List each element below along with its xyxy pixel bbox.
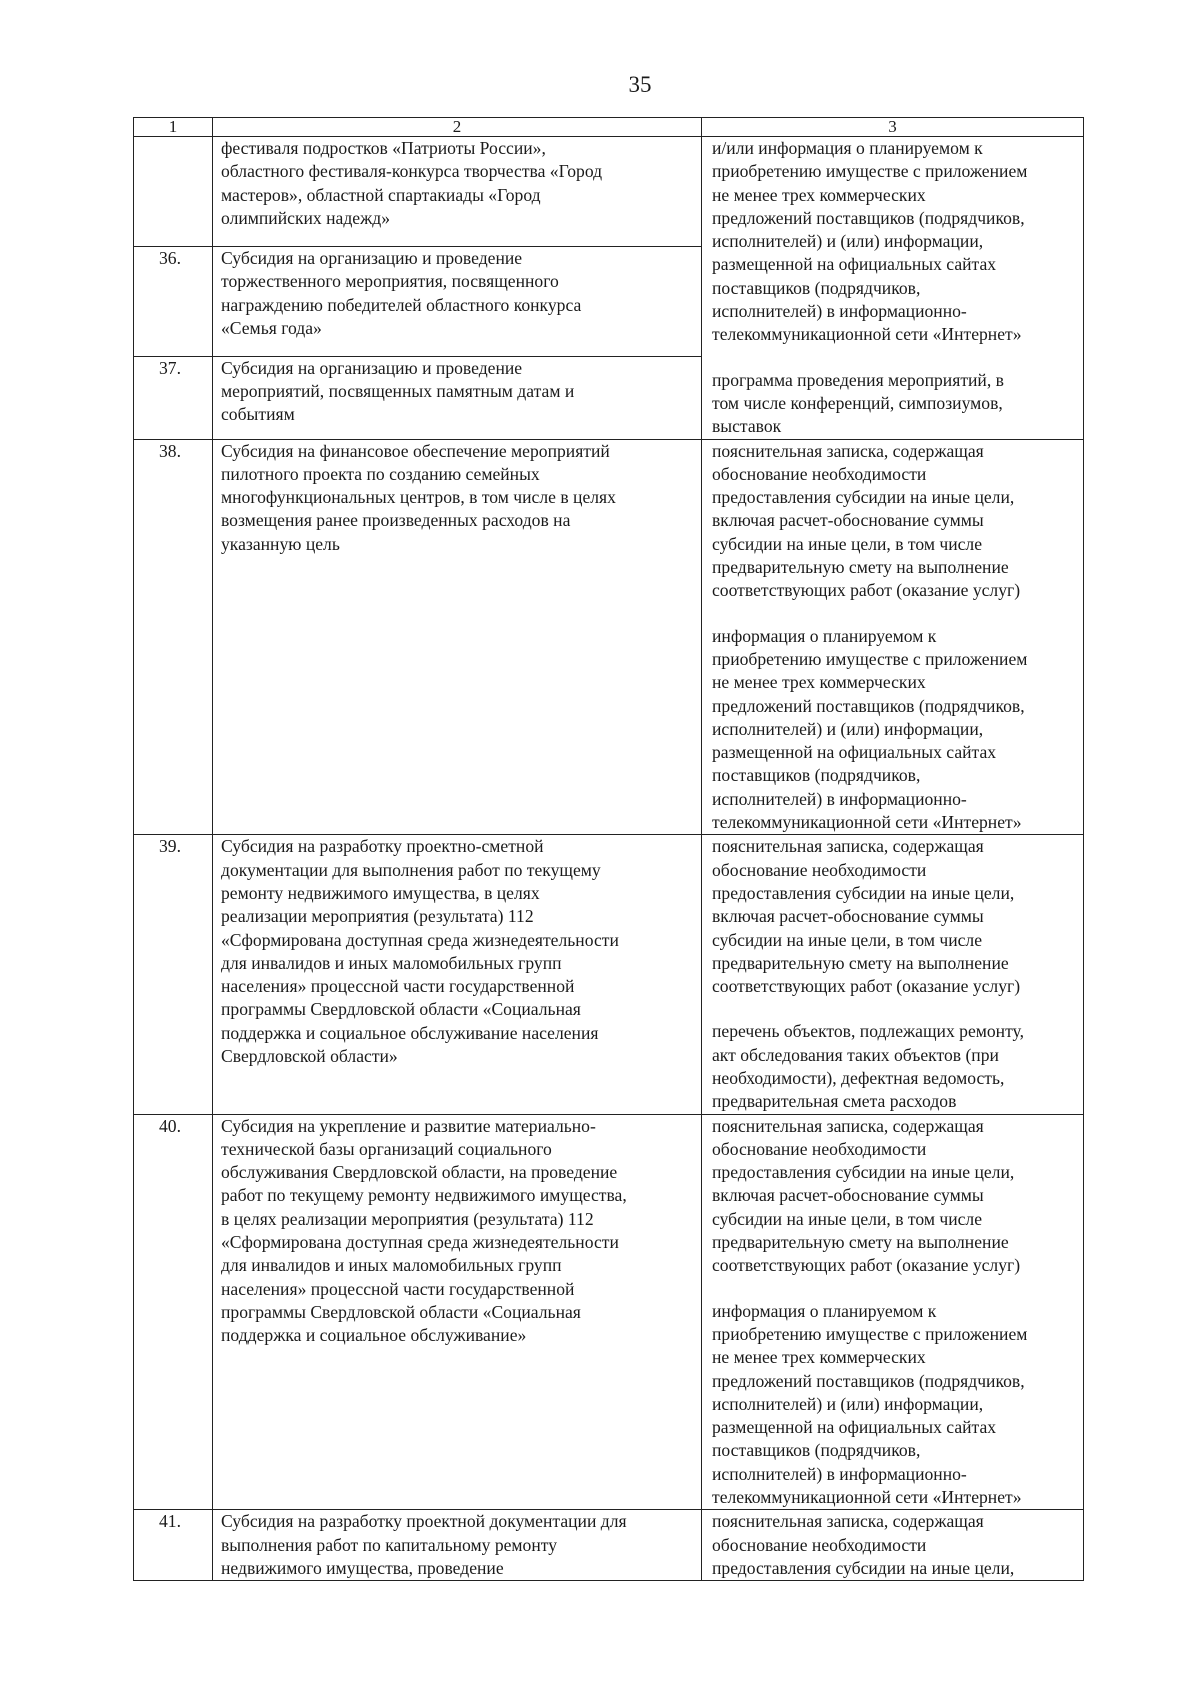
required-documents-text: информация о планируемом к приобретению имуществе с приложением не менее трех коммерческих предложений поставщиков (подрядчиков, исполнителей) и (или) информации, размещенной на официальных сайтах поставщиков (подрядчиков, исполнителей) в информационно- телекоммуникационной сети «Интернет» [712,1300,1028,1508]
required-documents-text: пояснительная записка, содержащая обоснование необходимости предоставления субсидии на иные цели, [712,1511,1015,1578]
table-row [134,137,1084,247]
row-number: 40. [134,1114,213,1510]
table-row [134,1510,1084,1581]
subsidy-description: Субсидия на разработку проектно-сметной документации для выполнения работ по текущему ремонту недвижимого имущества, в целях реализации мероприятия (результата) 112 «Сформирована доступная среда жизнедеятельности для инвалидов и иных маломобильных групп населения» процессной части государственной программы Свердловской области «Социальная поддержка и социальное обслуживание населения Свердловской области» [213,835,702,1114]
subsidy-description: Субсидия на организацию и проведение торжественного мероприятия, посвященного награждению победителей областного конкурса «Семья года» [213,246,702,356]
row-number: 37. [134,356,213,439]
row-number: 36. [134,246,213,356]
subsidy-description: фестиваля подростков «Патриоты России», областного фестиваля-конкурса творчества «Город мастеров», областной спартакиады «Город олимпийских надежд» [213,137,702,247]
required-documents-text: перечень объектов, подлежащих ремонту, акт обследования таких объектов (при необходимости), дефектная ведомость, предварительная смета расходов [712,1021,1024,1112]
row-number [134,137,213,247]
header-col-1: 1 [134,118,213,137]
row-number: 38. [134,439,213,835]
subsidy-description: Субсидия на разработку проектной документации для выполнения работ по капитальному ремонту недвижимого имущества, проведение [213,1510,702,1581]
page-number: 35 [628,72,652,97]
required-documents-text: программа проведения мероприятий, в том числе конференций, симпозиумов, выставок [712,369,1004,437]
row-number: 39. [134,835,213,1114]
table-header-row [134,118,1084,137]
required-documents-cell [702,835,1084,1114]
required-documents-cell [702,137,1084,440]
required-documents-text: пояснительная записка, содержащая обоснование необходимости предоставления субсидии на иные цели, включая расчет-обоснование суммы субсидии на иные цели, в том числе предварительную смету на выполнение соответствующих работ (оказание услуг) [712,836,1021,997]
required-documents-cell [702,439,1084,835]
subsidy-description: Субсидия на финансовое обеспечение мероприятий пилотного проекта по созданию семейных многофункциональных центров, в том числе в целях возмещения ранее произведенных расходов на указанную цель [213,439,702,835]
required-documents-text: и/или информация о планируемом к приобретению имуществе с приложением не менее трех коммерческих предложений поставщиков (подрядчиков, исполнителей) и (или) информации, размещенной на официальных сайтах поставщиков (подрядчиков, исполнителей) в информационно- телекоммуникационной сети «Интернет» [712,138,1028,345]
requirements-table [133,117,1084,1581]
required-documents-text: пояснительная записка, содержащая обоснование необходимости предоставления субсидии на иные цели, включая расчет-обоснование суммы субсидии на иные цели, в том числе предварительную смету на выполнение соответствующих работ (оказание услуг) [712,1115,1021,1276]
required-documents-cell [702,1114,1084,1510]
required-documents-text: информация о планируемом к приобретению имуществе с приложением не менее трех коммерческих предложений поставщиков (подрядчиков, исполнителей) и (или) информации, размещенной на официальных сайтах поставщиков (подрядчиков, исполнителей) в информационно- телекоммуникационной сети «Интернет» [712,625,1028,833]
table-row [134,1114,1084,1510]
header-col-2: 2 [213,118,702,137]
required-documents-cell [702,1510,1084,1581]
table-row [134,439,1084,835]
header-col-3: 3 [702,118,1084,137]
required-documents-text: пояснительная записка, содержащая обоснование необходимости предоставления субсидии на иные цели, включая расчет-обоснование суммы субсидии на иные цели, в том числе предварительную смету на выполнение соответствующих работ (оказание услуг) [712,440,1021,601]
row-number: 41. [134,1510,213,1581]
table-row [134,835,1084,1114]
subsidy-description: Субсидия на укрепление и развитие материально- технической базы организаций социального обслуживания Свердловской области, на проведение работ по текущему ремонту недвижимого имущества, в целях реализации мероприятия (результата) 112 «Сформирована доступная среда жизнедеятельности для инвалидов и иных маломобильных групп населения» процессной части государственной программы Свердловской области «Социальная поддержка и социальное обслуживание» [213,1114,702,1510]
subsidy-description: Субсидия на организацию и проведение мероприятий, посвященных памятным датам и событиям [213,356,702,439]
